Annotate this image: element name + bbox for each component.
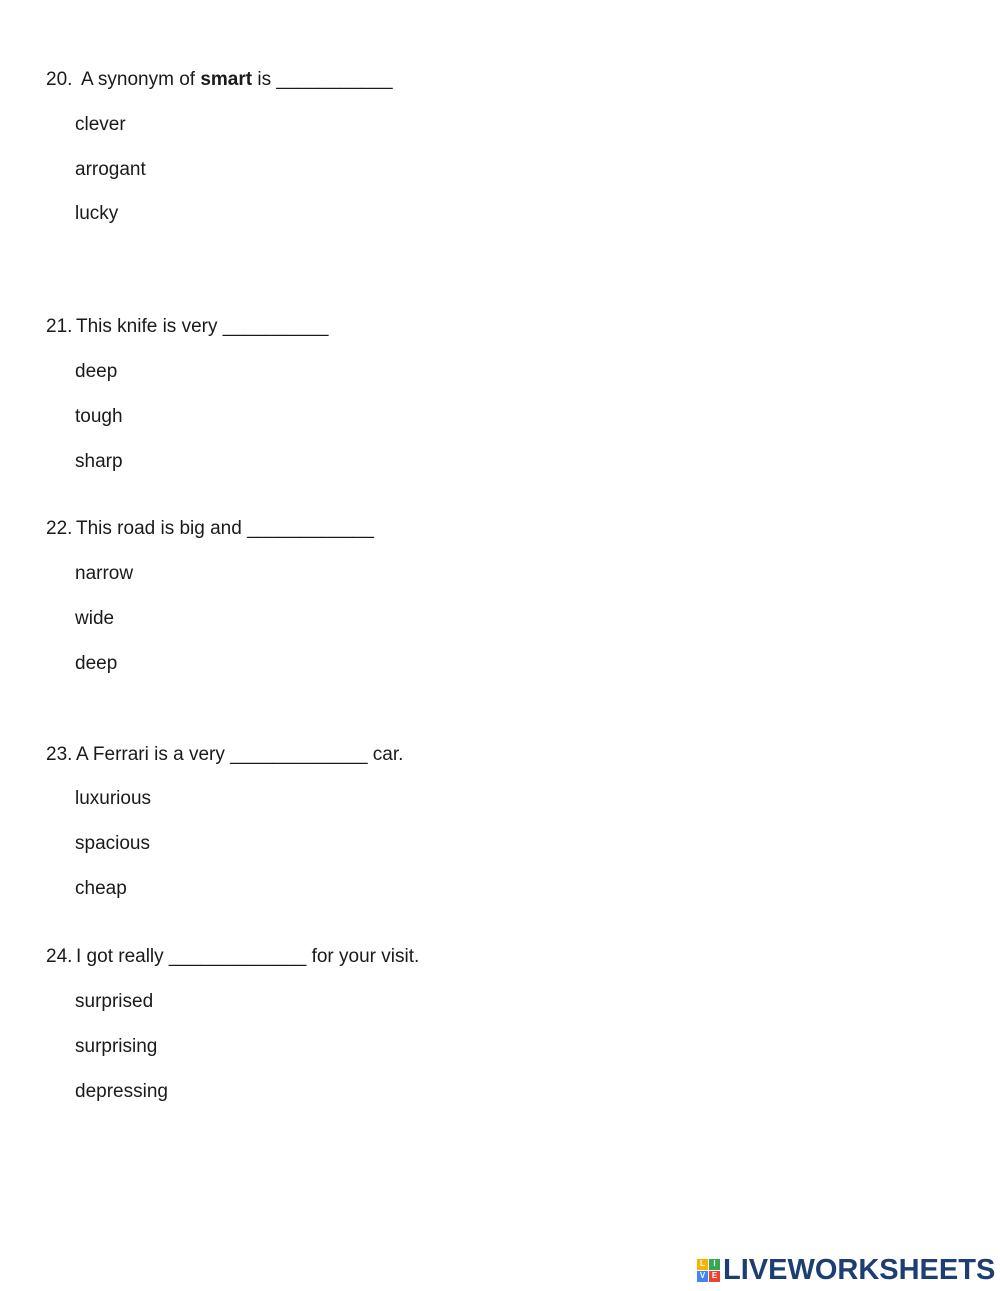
question-number: 21.	[46, 316, 73, 337]
logo-letter: L	[697, 1259, 708, 1270]
question-number: 23.	[46, 744, 73, 765]
question-keyword: smart	[200, 69, 253, 90]
option-surprised[interactable]: surprised	[75, 991, 154, 1012]
question-number: 22.	[46, 518, 73, 539]
question-text-prefix: A synonym of	[81, 69, 201, 90]
question-text: A Ferrari is a very _____________ car.	[76, 744, 404, 765]
option-narrow[interactable]: narrow	[75, 563, 134, 584]
option-lucky[interactable]: lucky	[75, 203, 119, 224]
option-surprising[interactable]: surprising	[75, 1036, 158, 1057]
logo-letter: V	[697, 1271, 708, 1282]
option-tough[interactable]: tough	[75, 406, 123, 427]
question-22	[46, 517, 374, 541]
option-deep[interactable]: deep	[75, 653, 118, 674]
question-text: This road is big and ____________	[76, 518, 374, 539]
question-text-suffix: is ___________	[252, 69, 393, 90]
question-21	[46, 315, 328, 339]
question-number: 20.	[46, 69, 73, 90]
option-wide[interactable]: wide	[75, 608, 115, 629]
option-luxurious[interactable]: luxurious	[75, 788, 152, 809]
option-clever[interactable]: clever	[75, 114, 126, 135]
logo-mark	[697, 1259, 720, 1282]
question-text: I got really _____________ for your visit.	[76, 946, 420, 967]
question-24	[46, 945, 419, 969]
question-20	[46, 68, 393, 92]
option-depressing[interactable]: depressing	[75, 1081, 168, 1102]
option-cheap[interactable]: cheap	[75, 878, 127, 899]
option-sharp[interactable]: sharp	[75, 451, 123, 472]
liveworksheets-logo	[697, 1254, 995, 1286]
logo-letter: E	[709, 1271, 720, 1282]
brand-text: LIVEWORKSHEETS	[723, 1254, 996, 1286]
question-number: 24.	[46, 946, 73, 967]
question-23	[46, 743, 403, 767]
option-spacious[interactable]: spacious	[75, 833, 150, 854]
logo-letter: I	[709, 1259, 720, 1270]
option-deep[interactable]: deep	[75, 361, 118, 382]
option-arrogant[interactable]: arrogant	[75, 159, 146, 180]
question-text: This knife is very __________	[76, 316, 329, 337]
